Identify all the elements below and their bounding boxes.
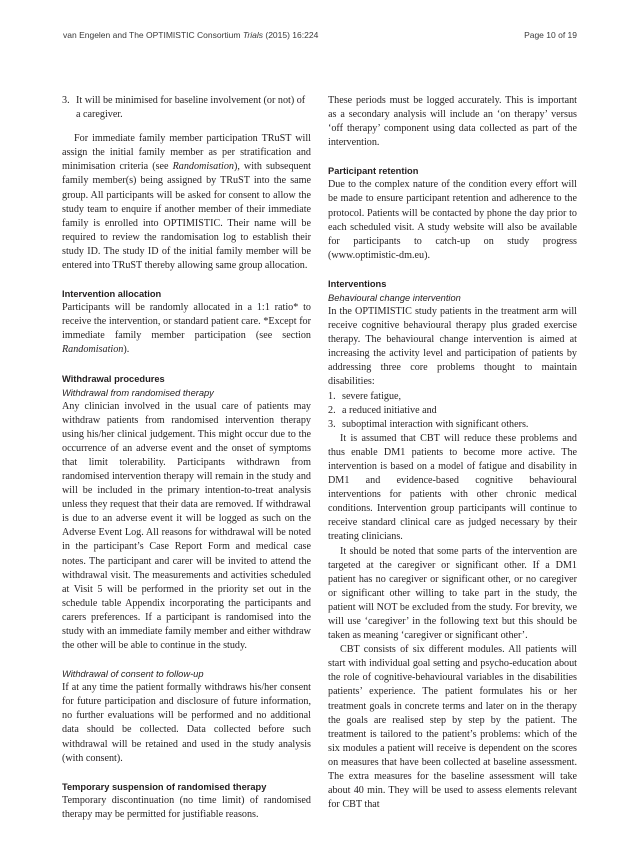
left-column xyxy=(62,94,311,822)
list-item: 1. severe fatigue, xyxy=(328,390,402,402)
subheading-withdrawal-consent: Withdrawal of consent to follow-up xyxy=(62,669,204,680)
page-number: Page 10 of 19 xyxy=(524,30,577,40)
subheading-withdrawal-therapy: Withdrawal from randomised therapy xyxy=(62,387,214,398)
list-item-number: 3. xyxy=(62,95,70,106)
heading-participant-retention: Participant retention xyxy=(328,166,419,177)
heading-interventions: Interventions xyxy=(328,278,387,289)
paragraph-retention: Due to the complex nature of the condition every effort will be made to ensure participant retention and adherence to the protocol. Patients will be contacted by phone the day prior to each scheduled visit. A study website will also be available for participants to catch-up on study progress (www.optimistic-dm.eu). xyxy=(328,179,577,261)
citation-year-volume: (2015) 16:224 xyxy=(263,30,319,40)
citation-journal: Trials xyxy=(242,30,263,40)
heading-temporary-suspension: Temporary suspension of randomised therapy xyxy=(62,781,267,792)
section-reference: Randomisation xyxy=(62,344,124,356)
paragraph-caregiver-note: It should be noted that some parts of the intervention are targeted at the caregiver or significant other. If a DM1 patient has no caregiver or significant other, or no caregiver or significant other willing to take part in the study, the patient will NOT be excluded from the study. For brevity, we will use ‘caregiver’ in the following text but this should be taken as meaning ‘caregiver or significant other’. xyxy=(328,545,577,642)
paragraph-withdrawal-therapy: Any clinician involved in the usual care of patients may withdraw patients from randomised intervention therapy using his/her clinical judgement. This might occur due to the occurrence of an adverse event and the onset of symptoms that limit tolerability. Participants withdrawn from randomised intervention therapy will remain in the study and will be included in the primary intention-to-treat analysis unless they request that their data are removed. If withdrawal is due to an adverse event it will be logged as such on the Adverse Event Log. All reasons for withdrawal will be noted in the participant’s Case Report Form and medical case notes. The participant and carer will be invited to attend the withdrawal visit. The measurements and activities scheduled at Visit 5 will be performed in the priority set out in the schedule table Appendix incorporating the participants and carers preferences. If a participant is randomised into the study with an immediate family member and either withdraw the other will be able to continue in the study. xyxy=(62,400,311,652)
paragraph-logging: These periods must be logged accurately. This is important as a secondary analysis will include an ‘on therapy’ versus ‘off therapy’ component using data collected as part of the intervention. xyxy=(328,95,577,149)
paragraph-behavioural-intro: In the OPTIMISTIC study patients in the treatment arm will receive cognitive behavioural therapy plus graded exercise therapy. The behavioural change intervention is aimed at increasing the activity level and participation of patients by addressing three core problems thought to maintain disabilities: xyxy=(328,305,577,388)
heading-withdrawal-procedures: Withdrawal procedures xyxy=(62,373,165,384)
right-column xyxy=(328,94,577,812)
paragraph-family-participation: For immediate family member participation TRuST will assign the initial family member as per stratification and minimisation criteria (see Randomisation), with subsequent family member(s) being assigned by TRuST into the same group. All participants will be asked for consent to allow the study team to enquire if another member of their immediate family is enrolled into OPTIMISTIC. Their name will be required to review the randomisation log to establish their study ID. The study ID of the initial family member will be entered into TRuST thereby allowing same group allocation. xyxy=(62,133,311,272)
running-header-citation xyxy=(63,30,318,40)
list-item: 3. suboptimal interaction with significant others. xyxy=(328,418,529,430)
paragraph-temporary-suspension: Temporary discontinuation (no time limit) of randomised therapy may be permitted for justifiable reasons. xyxy=(62,794,311,820)
page-header xyxy=(63,30,577,40)
paragraph-cbt-assumption: It is assumed that CBT will reduce these problems and thus enable DM1 patients to become more active. The intervention is based on a model of fatigue and disability in DM1 and evidence-based cognitive behavioural interventions for patients with other chronic medical conditions. Intervention group participants will continue to receive standard clinical care as judged necessary by their treating clinicians. xyxy=(328,432,577,543)
paragraph-allocation: Participants will be randomly allocated in a 1:1 ratio* to receive the intervention, or standard patient care. *Except for immediate family member participation (see section Randomisation). xyxy=(62,302,311,356)
subheading-behavioural-change: Behavioural change intervention xyxy=(328,292,461,303)
section-reference: Randomisation xyxy=(172,161,234,173)
core-problems-list xyxy=(328,390,577,432)
list-item-text: It will be minimised for baseline involvement (or not) of a caregiver. xyxy=(76,95,306,121)
citation-authors: van Engelen and The OPTIMISTIC Consortium xyxy=(63,30,243,40)
minimisation-list xyxy=(62,94,311,122)
paragraph-cbt-modules: CBT consists of six different modules. All patients will start with individual goal setting and psycho-education about the role of cognitive-behavioural variables in the disabilities patients’ experience. The patient formulates his or her treatment goals in concrete terms and later on in the therapy the goals are realised step by step by the patient. The treatment is tailored to the patient’s problems: which of the six modules a patient will receive is dependent on the scores on measures that have been collected at baseline assessment. The extra measures for the baseline assessment will take about 40 min. They will be used to assess elements relevant for CBT that xyxy=(328,644,577,811)
heading-intervention-allocation: Intervention allocation xyxy=(62,289,162,300)
list-item xyxy=(62,94,311,122)
list-item: 2. a reduced initiative and xyxy=(328,404,437,416)
paragraph-withdrawal-consent: If at any time the patient formally withdraws his/her consent for future participation and disclosure of future information, no further evaluations will be performed and no additional data should be collected. Data collected before such withdrawal will be retained and used in the study analysis (with consent). xyxy=(62,682,311,764)
